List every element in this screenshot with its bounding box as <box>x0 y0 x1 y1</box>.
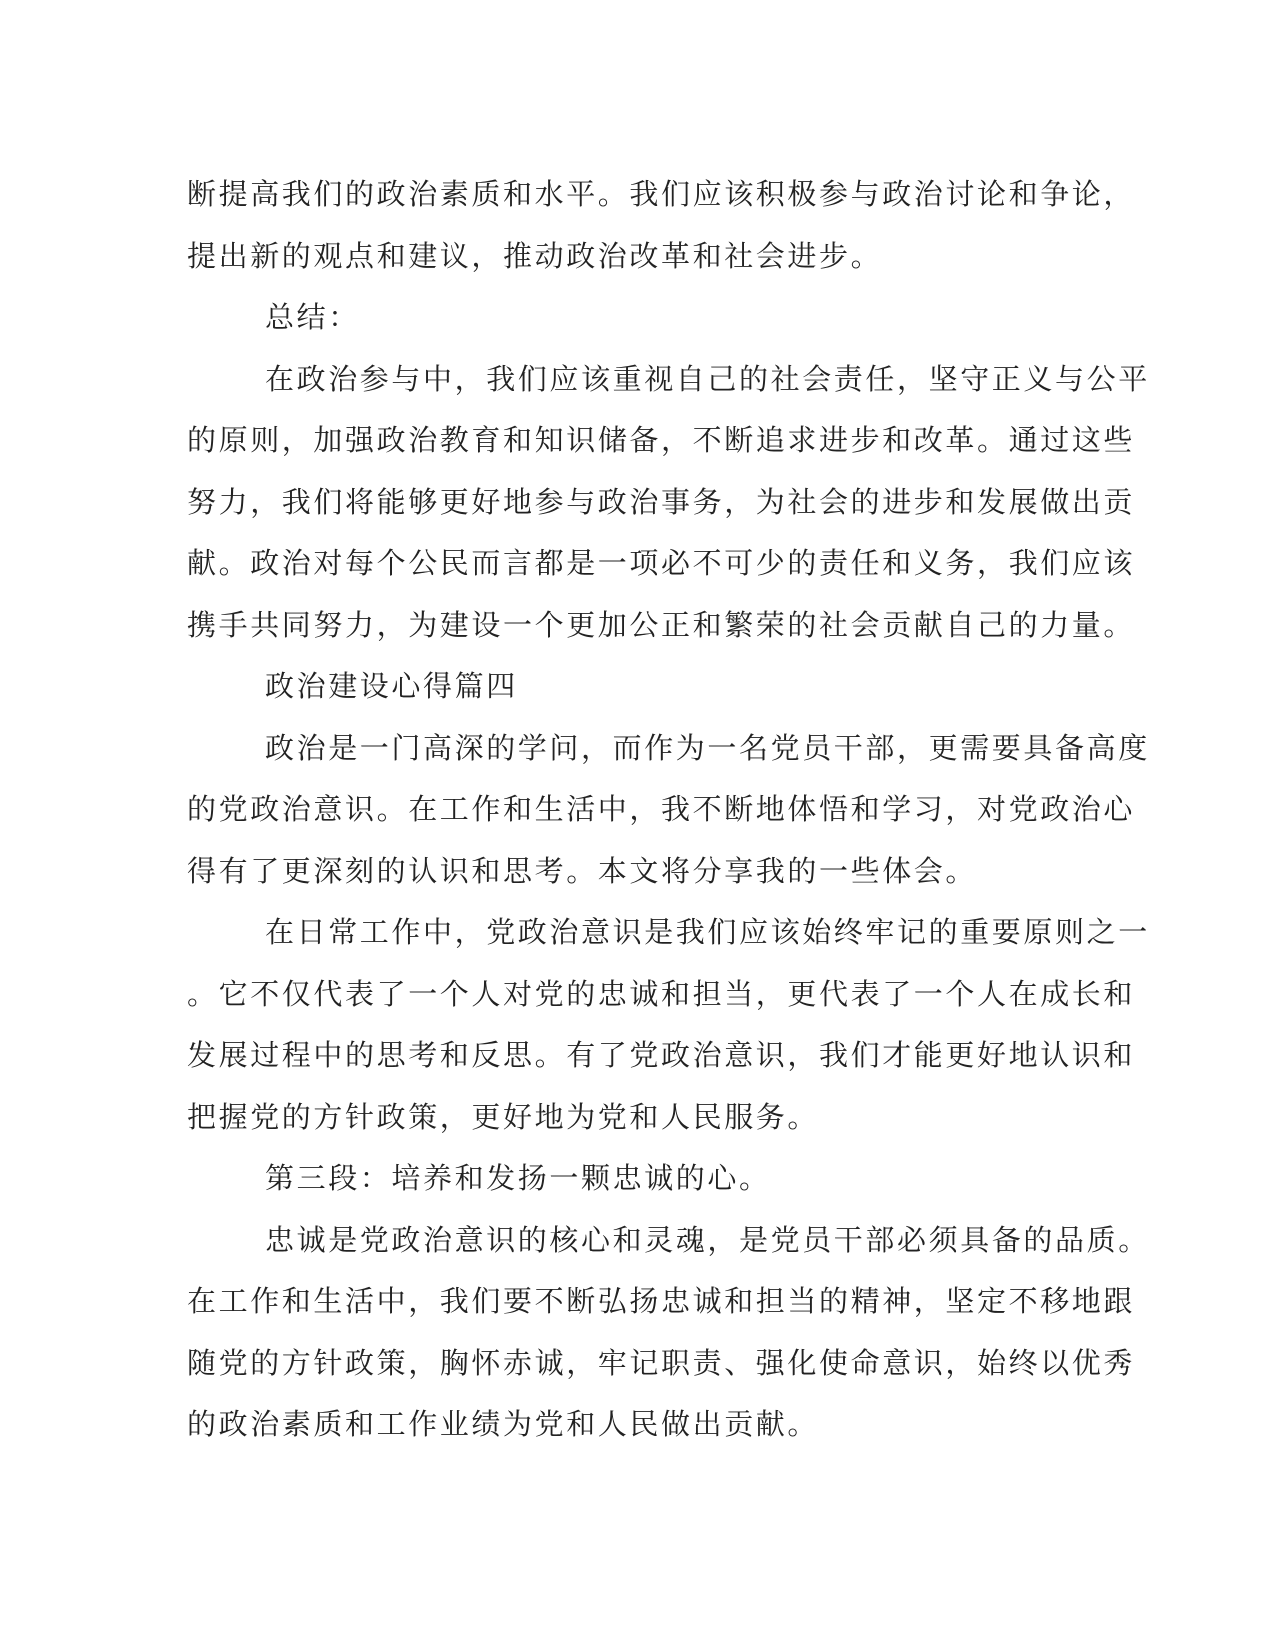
text-line: 忠诚是党政治意识的核心和灵魂，是党员干部必须具备的品质。 <box>265 1222 1150 1257</box>
text-line: 在政治参与中，我们应该重视自己的社会责任，坚守正义与公平 <box>265 361 1150 396</box>
text-line: 的党政治意识。在工作和生活中，我不断地体悟和学习，对党政治心 <box>187 792 1136 826</box>
text-line: 在工作和生活中，我们要不断弘扬忠诚和担当的精神，坚定不移地跟 <box>187 1284 1136 1318</box>
section-heading: 第三段：培养和发扬一颗忠诚的心。 <box>265 1161 771 1195</box>
text-line: 献。政治对每个公民而言都是一项必不可少的责任和义务，我们应该 <box>187 546 1136 580</box>
section-heading: 总结： <box>265 300 360 334</box>
section-heading: 政治建设心得篇四 <box>265 669 518 703</box>
text-line: 随党的方针政策，胸怀赤诚，牢记职责、强化使命意识，始终以优秀 <box>187 1345 1136 1380</box>
text-line: 。它不仅代表了一个人对党的忠诚和担当，更代表了一个人在成长和 <box>187 976 1136 1011</box>
text-line: 携手共同努力，为建设一个更加公正和繁荣的社会贡献自己的力量。 <box>187 607 1136 642</box>
text-line: 的政治素质和工作业绩为党和人民做出贡献。 <box>187 1407 820 1441</box>
text-line: 断提高我们的政治素质和水平。我们应该积极参与政治讨论和争论， <box>187 177 1136 211</box>
text-line: 提出新的观点和建议，推动政治改革和社会进步。 <box>187 238 883 273</box>
document-body <box>187 164 1150 1456</box>
text-line: 在日常工作中，党政治意识是我们应该始终牢记的重要原则之一 <box>265 915 1150 949</box>
text-line: 政治是一门高深的学问，而作为一名党员干部，更需要具备高度 <box>265 730 1150 765</box>
text-line: 得有了更深刻的认识和思考。本文将分享我的一些体会。 <box>187 853 978 888</box>
text-line: 把握党的方针政策，更好地为党和人民服务。 <box>187 1099 820 1134</box>
text-line: 发展过程中的思考和反思。有了党政治意识，我们才能更好地认识和 <box>187 1038 1136 1072</box>
text-line: 努力，我们将能够更好地参与政治事务，为社会的进步和发展做出贡 <box>187 484 1136 519</box>
text-line: 的原则，加强政治教育和知识储备，不断追求进步和改革。通过这些 <box>187 423 1136 457</box>
